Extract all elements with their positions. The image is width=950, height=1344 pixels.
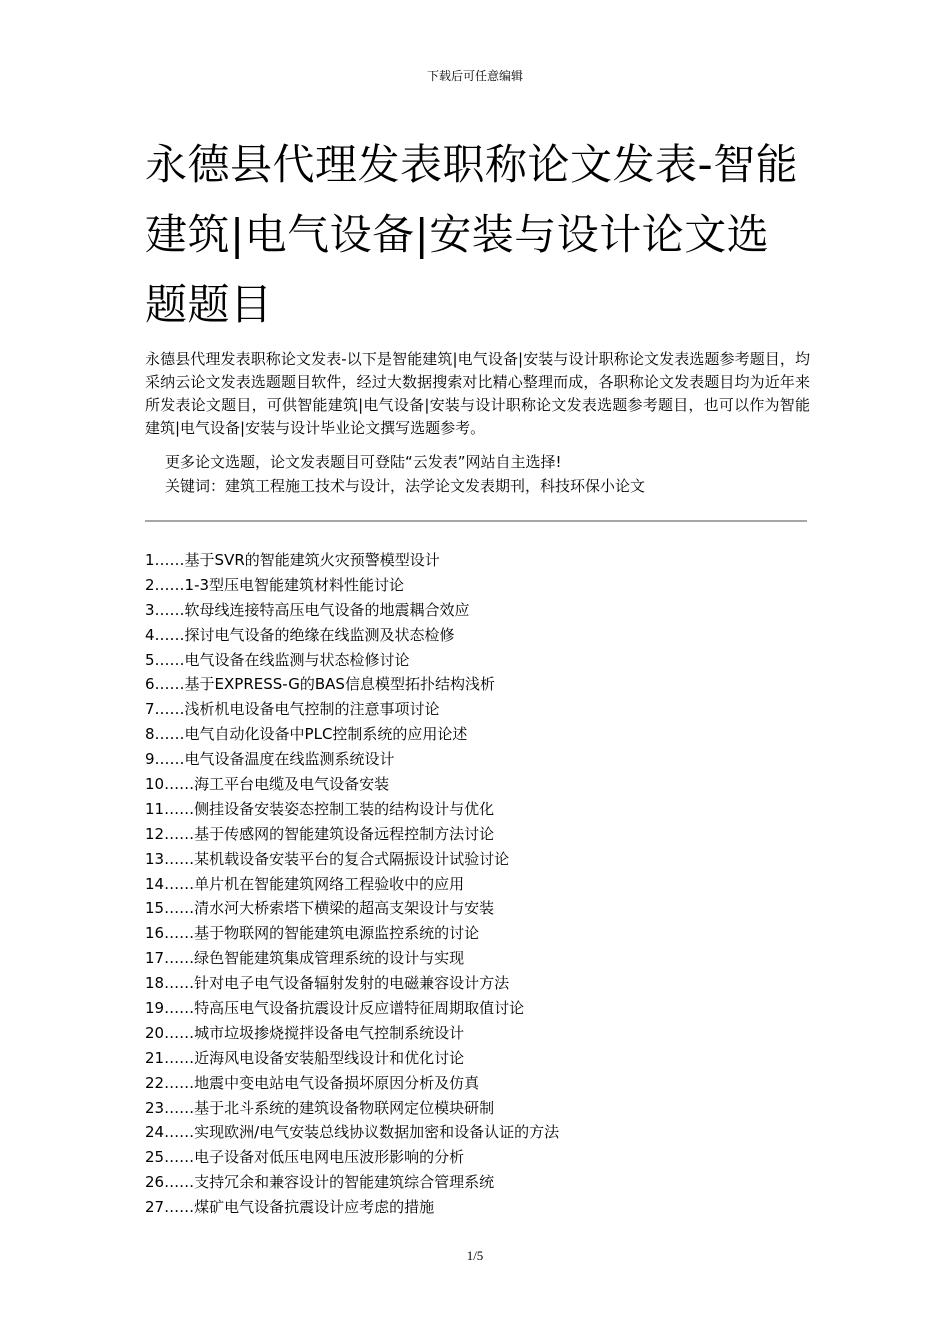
topic-item: 1……基于SVR的智能建筑火灾预警模型设计 [145,551,440,569]
more-topics-note: 更多论文选题，论文发表题目可登陆“云发表”网站自主选择! [165,453,562,471]
topic-item: 25……电子设备对低压电网电压波形影响的分析 [145,1148,465,1167]
topic-item: 8……电气自动化设备中PLC控制系统的应用论述 [145,725,468,744]
topic-item: 15……清水河大桥索塔下横梁的超高支架设计与安装 [145,899,495,918]
topic-item: 10……海工平台电缆及电气设备安装 [145,775,390,794]
topic-item: 24……实现欧洲/电气安装总线协议数据加密和设备认证的方法 [145,1123,560,1142]
topic-item: 11……侧挂设备安装姿态控制工装的结构设计与优化 [145,799,495,818]
intro-paragraph: 永德县代理发表职称论文发表-以下是智能建筑|电气设备|安装与设计职称论文发表选题参考题目，均采纳云论文发表选题题目软件，经过大数据搜索对比精心整理而成，各职称论文发表题目均为近年来所发表论文题目，可供智能建筑|电气设备|安装与设计职称论文发表选题参考题目，也可以作为智能建筑|电气设备|安装与设计毕业论文撰写选题参考。 [145,350,810,437]
topic-item: 27……煤矿电气设备抗震设计应考虑的措施 [145,1198,435,1217]
topic-item: 21……近海风电设备安装船型线设计和优化讨论 [145,1048,465,1067]
topic-item: 5……电气设备在线监测与状态检修讨论 [145,650,410,669]
topic-item: 6……基于EXPRESS-G的BAS信息模型拓扑结构浅析 [145,675,495,694]
topic-item: 22……地震中变电站电气设备损坏原因分析及仿真 [145,1073,480,1092]
topic-item: 14……单片机在智能建筑网络工程验收中的应用 [145,874,465,893]
topic-item: 4……探讨电气设备的绝缘在线监测及状态检修 [145,625,455,644]
topic-item: 19……特高压电气设备抗震设计反应谱特征周期取值讨论 [145,999,525,1018]
topic-item: 17……绿色智能建筑集成管理系统的设计与实现 [145,949,465,968]
topic-item: 7……浅析机电设备电气控制的注意事项讨论 [145,700,440,719]
keywords-line: 关键词：建筑工程施工技术与设计，法学论文发表期刊，科技环保小论文 [165,477,646,495]
topic-item: 20……城市垃圾掺烧搅拌设备电气控制系统设计 [145,1023,465,1042]
section-divider [145,520,807,522]
topic-item: 13……某机载设备安装平台的复合式隔振设计试验讨论 [145,849,510,868]
topic-item: 9……电气设备温度在线监测系统设计 [145,750,395,769]
topic-item: 26……支持冗余和兼容设计的智能建筑综合管理系统 [145,1173,495,1192]
header-note: 下载后可任意编辑 [426,69,523,83]
topic-list [145,548,810,1220]
topic-item: 2……1-3型压电智能建筑材料性能讨论 [145,575,405,594]
document-title: 永德县代理发表职称论文发表-智能建筑|电气设备|安装与设计论文选题题目 [145,140,799,329]
topic-item: 3……软母线连接特高压电气设备的地震耦合效应 [145,600,470,619]
topic-item: 18……针对电子电气设备辐射发射的电磁兼容设计方法 [145,974,510,993]
topic-item: 23……基于北斗系统的建筑设备物联网定位模块研制 [145,1098,495,1117]
page-number: 1/5 [466,1248,484,1263]
topic-item: 16……基于物联网的智能建筑电源监控系统的讨论 [145,924,480,943]
topic-item: 12……基于传感网的智能建筑设备远程控制方法讨论 [145,824,495,843]
